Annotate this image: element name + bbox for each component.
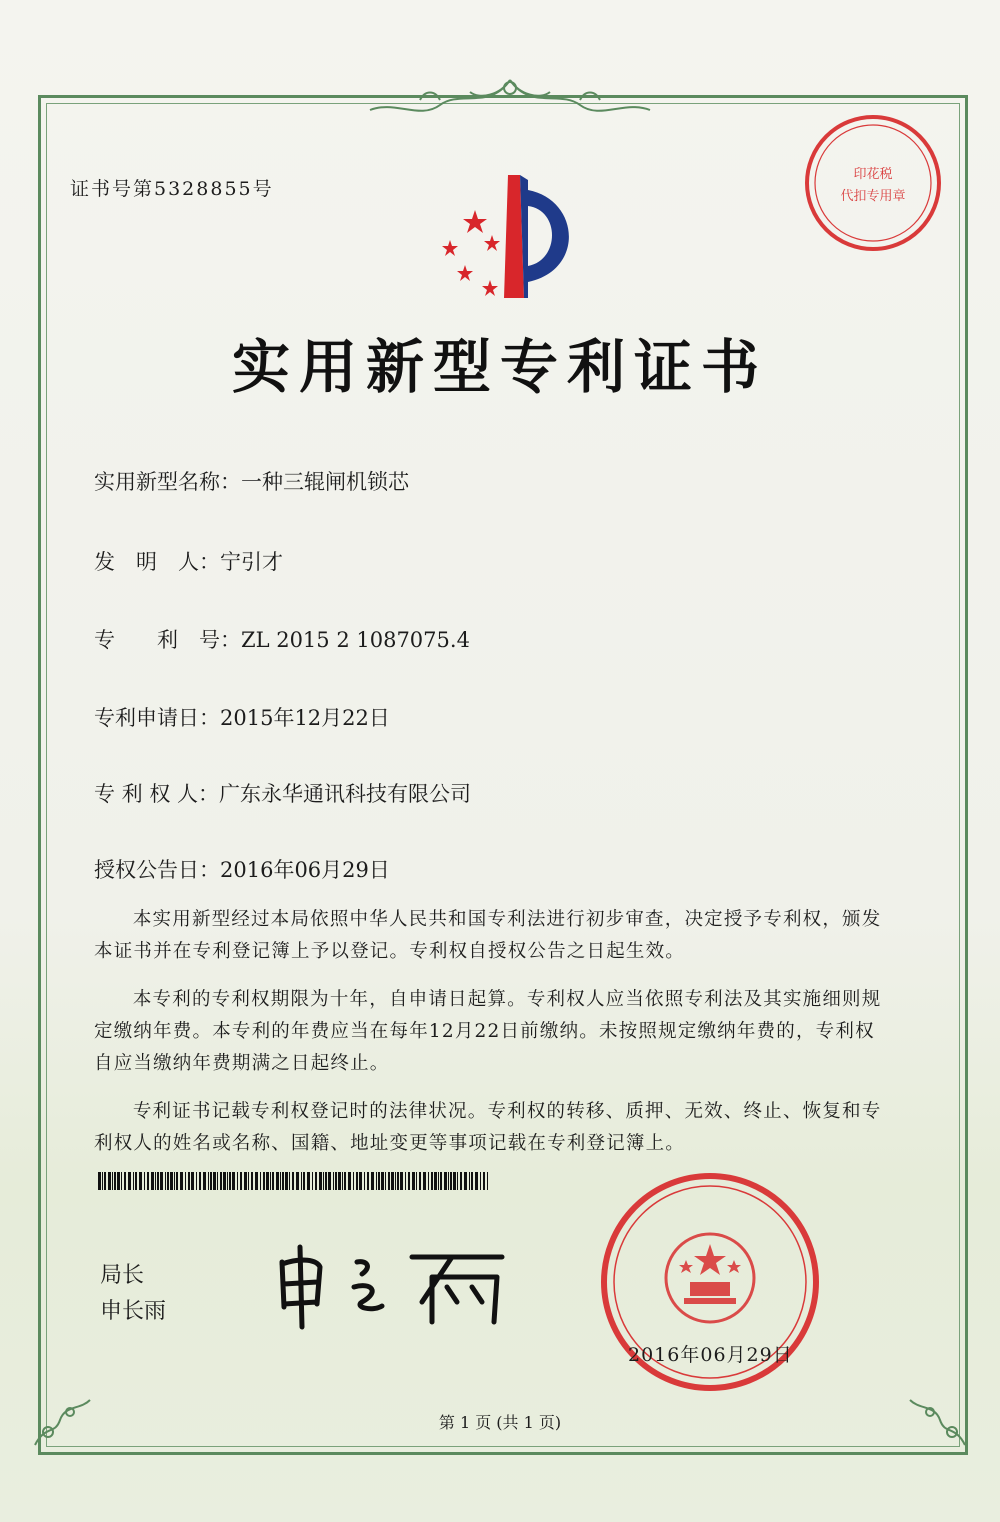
barcode-bar — [188, 1172, 190, 1190]
field-value: ZL 2015 2 1087075.4 — [241, 628, 470, 652]
barcode-bar — [255, 1172, 258, 1190]
barcode-bar — [260, 1172, 261, 1190]
barcode-bar — [248, 1172, 249, 1190]
barcode-bar — [104, 1172, 106, 1190]
barcode-bar — [405, 1172, 406, 1190]
field-label: 专 利 号： — [94, 628, 241, 652]
barcode-bar — [423, 1172, 426, 1190]
barcode-bar — [167, 1172, 169, 1190]
barcode-bar — [483, 1172, 485, 1190]
barcode-bar — [353, 1172, 354, 1190]
barcode-bar — [282, 1172, 284, 1190]
barcode-bar — [263, 1172, 265, 1190]
field-value: 宁引才 — [220, 550, 283, 574]
barcode-bar — [325, 1172, 327, 1190]
application-date-field — [94, 702, 390, 732]
barcode-bar — [151, 1172, 154, 1190]
barcode-bar — [280, 1172, 281, 1190]
grant-date-field — [94, 854, 390, 884]
barcode-bar — [391, 1172, 394, 1190]
field-value: 2015年12月22日 — [220, 706, 390, 730]
barcode-bar — [117, 1172, 120, 1190]
legal-paragraph: 本专利的专利权期限为十年，自申请日起算。专利权人应当依照专利法及其实施细则规定缴纳年费。本专利的年费应当在每年12月22日前缴纳。未按照规定缴纳年费的，专利权自应当缴纳年费期满之日起终止。 — [94, 989, 882, 1074]
barcode-bar — [385, 1172, 386, 1190]
barcode-bar — [457, 1172, 458, 1190]
barcode-bar — [203, 1172, 206, 1190]
barcode-bar — [381, 1172, 384, 1190]
barcode-bar — [227, 1172, 228, 1190]
barcode-bar — [289, 1172, 290, 1190]
barcode-bar — [296, 1172, 299, 1190]
barcode-bar — [453, 1172, 456, 1190]
barcode-bar — [208, 1172, 209, 1190]
barcode-icon — [98, 1172, 488, 1190]
barcode-bar — [303, 1172, 305, 1190]
barcode-bar — [438, 1172, 439, 1190]
barcode-bar — [180, 1172, 183, 1190]
barcode-bar — [144, 1172, 145, 1190]
barcode-bar — [359, 1172, 362, 1190]
barcode-bar — [469, 1172, 470, 1190]
barcode-bar — [323, 1172, 324, 1190]
barcode-bar — [431, 1172, 433, 1190]
barcode-bar — [121, 1172, 122, 1190]
barcode-bar — [328, 1172, 331, 1190]
field-value: 广东永华通讯科技有限公司 — [219, 782, 472, 806]
barcode-bar — [395, 1172, 396, 1190]
barcode-bar — [160, 1172, 163, 1190]
barcode-bar — [213, 1172, 216, 1190]
issue-date: 2016年06月29日 — [628, 1344, 793, 1366]
barcode-bar — [251, 1172, 253, 1190]
legal-paragraph: 本实用新型经过本局依照中华人民共和国专利法进行初步审查，决定授予专利权，颁发本证书并在专利登记簿上予以登记。专利权自授权公告之日起生效。 — [94, 909, 882, 962]
barcode-bar — [272, 1172, 274, 1190]
barcode-bar — [397, 1172, 399, 1190]
barcode-bar — [450, 1172, 452, 1190]
barcode-bar — [98, 1172, 101, 1190]
certificate-number: 证书号第5328855号 — [70, 178, 274, 200]
barcode-bar — [108, 1172, 111, 1190]
barcode-bar — [223, 1172, 226, 1190]
legal-text — [94, 904, 884, 1160]
barcode-bar — [371, 1172, 374, 1190]
svg-text:印花税: 印花税 — [853, 167, 893, 182]
barcode-bar — [344, 1172, 346, 1190]
barcode-bar — [312, 1172, 313, 1190]
barcode-bar — [338, 1172, 341, 1190]
page-title: 实用新型专利证书 — [231, 333, 768, 401]
director-name: 申长雨 — [100, 1299, 167, 1324]
barcode-bar — [139, 1172, 142, 1190]
barcode-bar — [191, 1172, 194, 1190]
barcode-bar — [232, 1172, 235, 1190]
barcode-bar — [342, 1172, 343, 1190]
barcode-bar — [367, 1172, 369, 1190]
barcode-bar — [165, 1172, 166, 1190]
barcode-bar — [176, 1172, 178, 1190]
barcode-bar — [210, 1172, 212, 1190]
barcode-bar — [301, 1172, 302, 1190]
barcode-bar — [102, 1172, 103, 1190]
barcode-bar — [464, 1172, 467, 1190]
barcode-bar — [292, 1172, 294, 1190]
barcode-bar — [217, 1172, 218, 1190]
barcode-bar — [475, 1172, 478, 1190]
barcode-bar — [170, 1172, 173, 1190]
director-signature-icon — [262, 1232, 512, 1332]
barcode-bar — [412, 1172, 415, 1190]
barcode-bar — [285, 1172, 288, 1190]
barcode-bar — [155, 1172, 156, 1190]
barcode-bar — [376, 1172, 377, 1190]
field-label: 专利申请日： — [94, 706, 220, 730]
barcode-bar — [147, 1172, 149, 1190]
barcode-bar — [114, 1172, 116, 1190]
barcode-bar — [112, 1172, 113, 1190]
barcode-bar — [444, 1172, 447, 1190]
barcode-bar — [428, 1172, 429, 1190]
barcode-bar — [434, 1172, 437, 1190]
barcode-bar — [440, 1172, 442, 1190]
barcode-bar — [174, 1172, 175, 1190]
barcode-bar — [220, 1172, 222, 1190]
barcode-bar — [157, 1172, 159, 1190]
barcode-bar — [448, 1172, 449, 1190]
barcode-bar — [199, 1172, 201, 1190]
barcode-bar — [480, 1172, 481, 1190]
barcode-bar — [388, 1172, 390, 1190]
barcode-bar — [135, 1172, 137, 1190]
field-label: 授权公告日： — [94, 858, 220, 882]
barcode-bar — [276, 1172, 279, 1190]
barcode-bar — [408, 1172, 410, 1190]
barcode-bar — [128, 1172, 131, 1190]
barcode-bar — [229, 1172, 231, 1190]
page-number: 第 1 页 (共 1 页) — [438, 1413, 562, 1432]
tax-seal-icon — [798, 108, 948, 258]
barcode-bar — [237, 1172, 238, 1190]
svg-text:代扣专用章: 代扣专用章 — [840, 189, 906, 204]
barcode-bar — [416, 1172, 417, 1190]
barcode-bar — [124, 1172, 126, 1190]
barcode-bar — [471, 1172, 473, 1190]
barcode-bar — [196, 1172, 197, 1190]
barcode-bar — [244, 1172, 247, 1190]
barcode-bar — [378, 1172, 380, 1190]
barcode-bar — [185, 1172, 186, 1190]
patent-number-field — [94, 624, 470, 654]
director-title: 局长 — [100, 1263, 145, 1288]
barcode-bar — [487, 1172, 488, 1190]
barcode-bar — [400, 1172, 403, 1190]
barcode-bar — [319, 1172, 322, 1190]
barcode-bar — [315, 1172, 317, 1190]
barcode-bar — [364, 1172, 365, 1190]
barcode-bar — [335, 1172, 337, 1190]
cnipa-logo-icon — [420, 170, 600, 300]
field-label: 发 明 人： — [94, 550, 220, 574]
barcode-bar — [419, 1172, 421, 1190]
barcode-bar — [356, 1172, 358, 1190]
barcode-bar — [270, 1172, 271, 1190]
utility-model-name-field — [94, 466, 409, 496]
barcode-bar — [133, 1172, 134, 1190]
barcode-bar — [348, 1172, 351, 1190]
top-ornament-icon — [360, 70, 660, 130]
field-label: 专 利 权 人： — [94, 782, 220, 806]
barcode-bar — [333, 1172, 334, 1190]
field-value: 2016年06月29日 — [220, 858, 390, 882]
barcode-bar — [307, 1172, 310, 1190]
patentee-field — [94, 778, 471, 808]
legal-paragraph: 专利证书记载专利权登记时的法律状况。专利权的转移、质押、无效、终止、恢复和专利权人的姓名或名称、国籍、地址变更等事项记载在专利登记簿上。 — [94, 1101, 882, 1154]
barcode-bar — [266, 1172, 269, 1190]
field-value: 一种三辊闸机锁芯 — [241, 470, 409, 494]
barcode-bar — [460, 1172, 462, 1190]
inventor-field — [94, 546, 283, 576]
field-label: 实用新型名称： — [94, 470, 241, 494]
barcode-bar — [240, 1172, 242, 1190]
